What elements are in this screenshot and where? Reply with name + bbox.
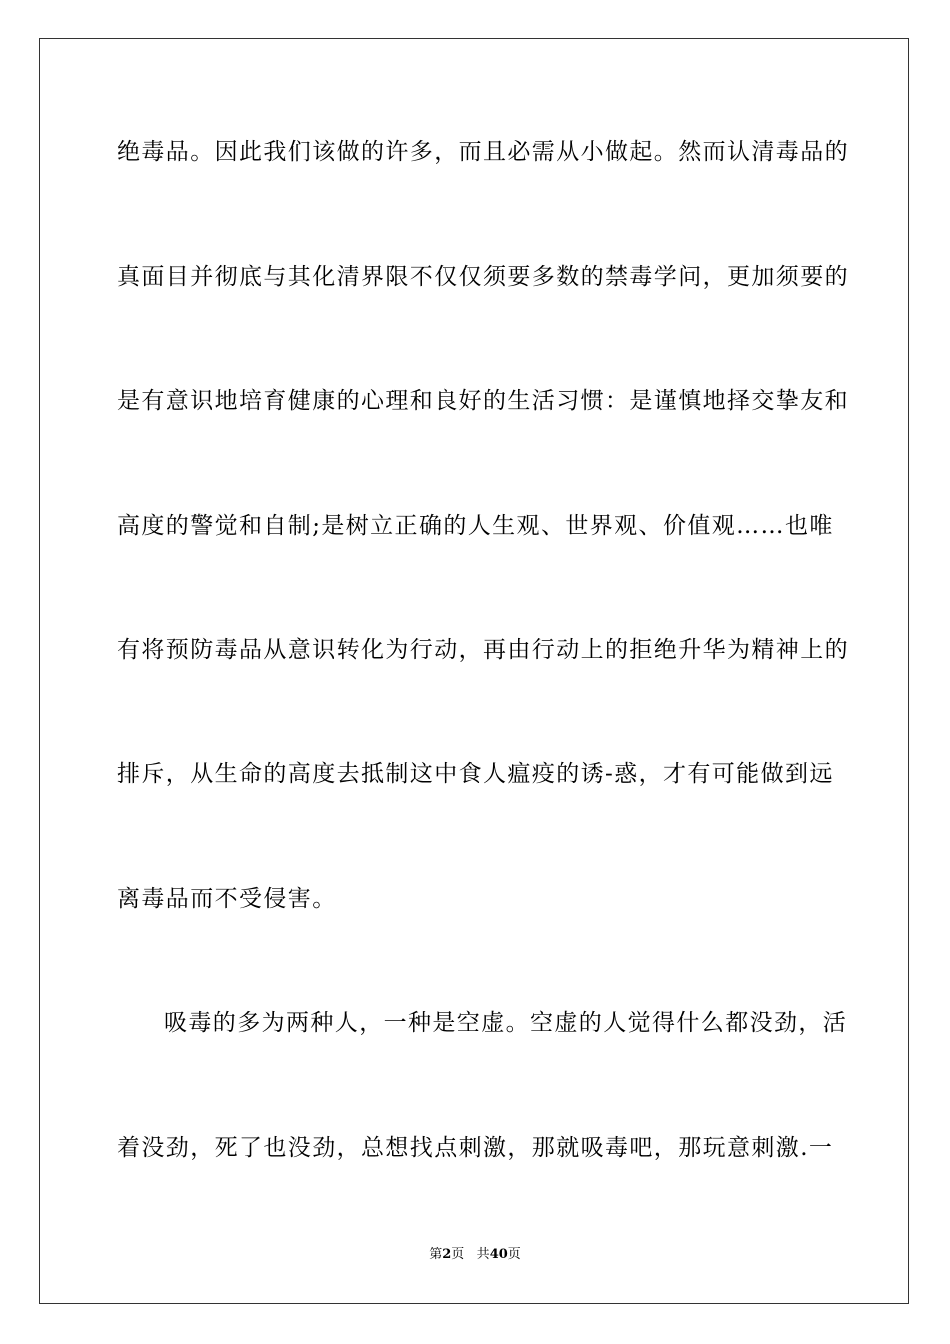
footer-total-prefix: 共 bbox=[476, 1247, 490, 1262]
paragraph-line: 着没劲，死了也没劲，总想找点刺激，那就吸毒吧，那玩意刺激.一 bbox=[117, 1135, 834, 1161]
paragraph-line: 有将预防毒品从意识转化为行动，再由行动上的拒绝升华为精神上的 bbox=[117, 637, 849, 663]
total-page-count: 40 bbox=[489, 1247, 508, 1262]
paragraph-line: 真面目并彻底与其化清界限不仅仅须要多数的禁毒学问，更加须要的 bbox=[117, 264, 849, 290]
page-footer bbox=[0, 1246, 950, 1264]
paragraph-line: 绝毒品。因此我们该做的许多，而且必需从小做起。然而认清毒品的 bbox=[117, 139, 849, 165]
paragraph-line: 吸毒的多为两种人，一种是空虚。空虚的人觉得什么都没劲，活 bbox=[164, 1010, 848, 1036]
paragraph-line: 高度的警觉和自制;是树立正确的人生观、世界观、价值观……也唯 bbox=[117, 513, 834, 539]
paragraph-line: 离毒品而不受侵害。 bbox=[117, 886, 337, 912]
page-frame bbox=[39, 38, 909, 1304]
footer-page-unit: 页 bbox=[451, 1247, 465, 1262]
footer-total-unit: 页 bbox=[507, 1247, 521, 1262]
paragraph-line: 是有意识地培育健康的心理和良好的生活习惯：是谨慎地择交挚友和 bbox=[117, 388, 849, 414]
paragraph-line: 排斥，从生命的高度去抵制这中食人瘟疫的诱-惑，才有可能做到远 bbox=[117, 761, 834, 787]
current-page-number: 2 bbox=[442, 1247, 452, 1262]
footer-prefix: 第 bbox=[429, 1247, 443, 1262]
